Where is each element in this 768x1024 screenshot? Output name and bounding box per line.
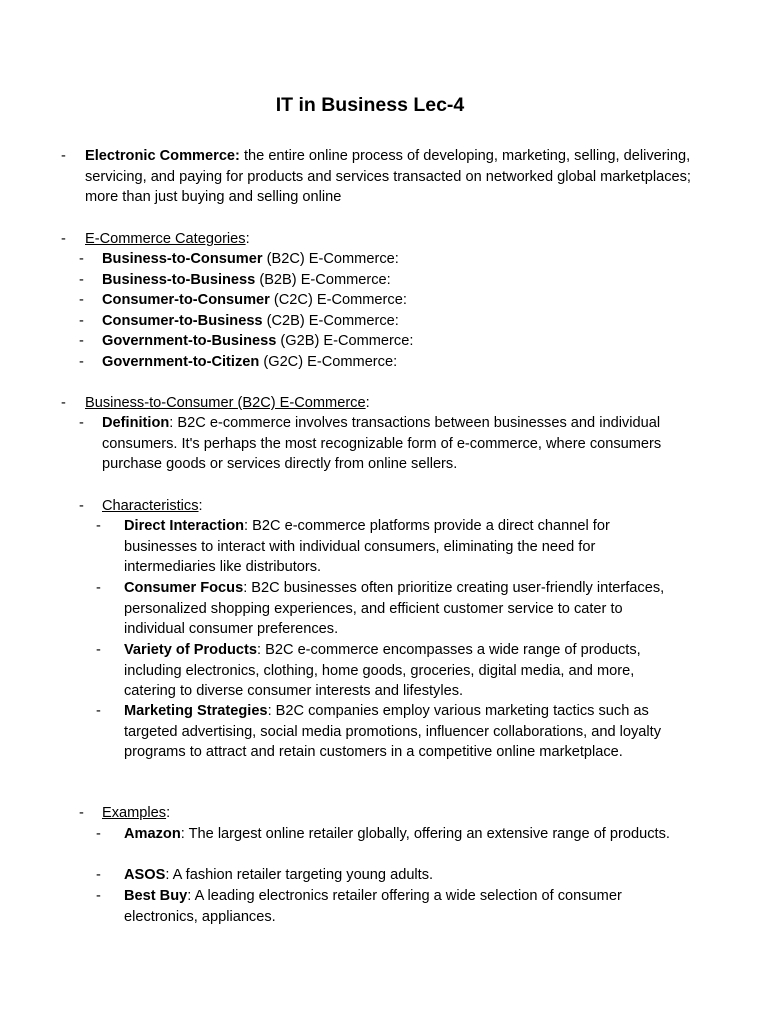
category-item: - Consumer-to-Business (C2B) E-Commerce: (102, 311, 692, 332)
ec-definition-item (61, 146, 695, 208)
bullet-dash: - (61, 231, 66, 247)
characteristic-item: - Marketing Strategies: B2C companies employ various marketing tactics such as targeted advertising, social media promotions, influencer collaborations, and loyalty programs to attract and retain customers in a competitive online marketplace. (96, 703, 662, 761)
category-item: - Consumer-to-Consumer (C2C) E-Commerce: (102, 290, 692, 311)
bullet-dash: - (96, 580, 101, 596)
characteristics-heading-item: - Characteristics: (102, 496, 692, 517)
bullet-dash: - (79, 333, 84, 349)
bullet-dash: - (96, 867, 101, 883)
ec-term: Electronic Commerce: (85, 148, 240, 164)
page-title: IT in Business Lec-4 (275, 94, 465, 116)
category-item: - Business-to-Business (B2B) E-Commerce: (102, 270, 692, 291)
bullet-dash: - (96, 642, 101, 658)
bullet-dash: - (96, 518, 101, 534)
categories-heading: E-Commerce Categories (85, 231, 246, 247)
bullet-dash: - (79, 415, 84, 431)
example-item: - ASOS: A fashion retailer targeting young adults. (124, 865, 684, 886)
bullet-dash: - (96, 888, 101, 904)
bullet-dash: - (96, 826, 101, 842)
characteristics-heading: Characteristics (102, 498, 199, 514)
characteristic-item: - Consumer Focus: B2C businesses often prioritize creating user-friendly interfaces, personalized shopping experiences, and efficient customer service to cater to individual consumer preferences. (96, 580, 665, 638)
examples-heading-item: - Examples: (102, 803, 692, 824)
bullet-dash: - (79, 498, 84, 514)
bullet-dash: - (79, 805, 84, 821)
bullet-dash: - (79, 251, 84, 267)
example-item: - Amazon: The largest online retailer globally, offering an extensive range of products. (124, 824, 684, 845)
bullet-dash: - (96, 703, 101, 719)
category-item: - Government-to-Citizen (G2C) E-Commerce: (102, 352, 692, 373)
category-item: - Government-to-Business (G2B) E-Commerce: (102, 331, 692, 352)
bullet-dash: - (79, 272, 84, 288)
bullet-dash: - (61, 148, 66, 164)
b2c-heading: Business-to-Consumer (B2C) E-Commerce (85, 395, 366, 411)
bullet-dash: - (79, 292, 84, 308)
characteristic-item: - Variety of Products: B2C e-commerce encompasses a wide range of products, including electronics, clothing, home goods, groceries, digital media, and more, catering to diverse consumer interests and lifestyles. (96, 642, 641, 700)
b2c-heading-item: - Business-to-Consumer (B2C) E-Commerce: (85, 393, 695, 414)
bullet-dash: - (79, 313, 84, 329)
bullet-dash: - (79, 354, 84, 370)
ec-text: the entire online process of developing, marketing, selling, delivering, servicing, and paying for products and services transacted on networked global marketplaces; more than just buying and selling online (85, 148, 691, 206)
categories-heading-item: - E-Commerce Categories: (85, 229, 695, 250)
characteristic-item: - Direct Interaction: B2C e-commerce platforms provide a direct channel for businesses to interact with individual consumers, eliminating the need for intermediaries like distributors. (96, 518, 610, 576)
examples-heading: Examples (102, 805, 167, 821)
bullet-dash: - (61, 395, 66, 411)
b2c-definition-item: - Definition: B2C e-commerce involves transactions between businesses and individual consumers. It's perhaps the most recognizable form of e-commerce, where consumers purchase goods or services directly from online sellers. (79, 415, 662, 473)
category-item: - Business-to-Consumer (B2C) E-Commerce: (102, 249, 692, 270)
example-item: - Best Buy: A leading electronics retailer offering a wide selection of consumer electronics, appliances. (96, 888, 622, 925)
